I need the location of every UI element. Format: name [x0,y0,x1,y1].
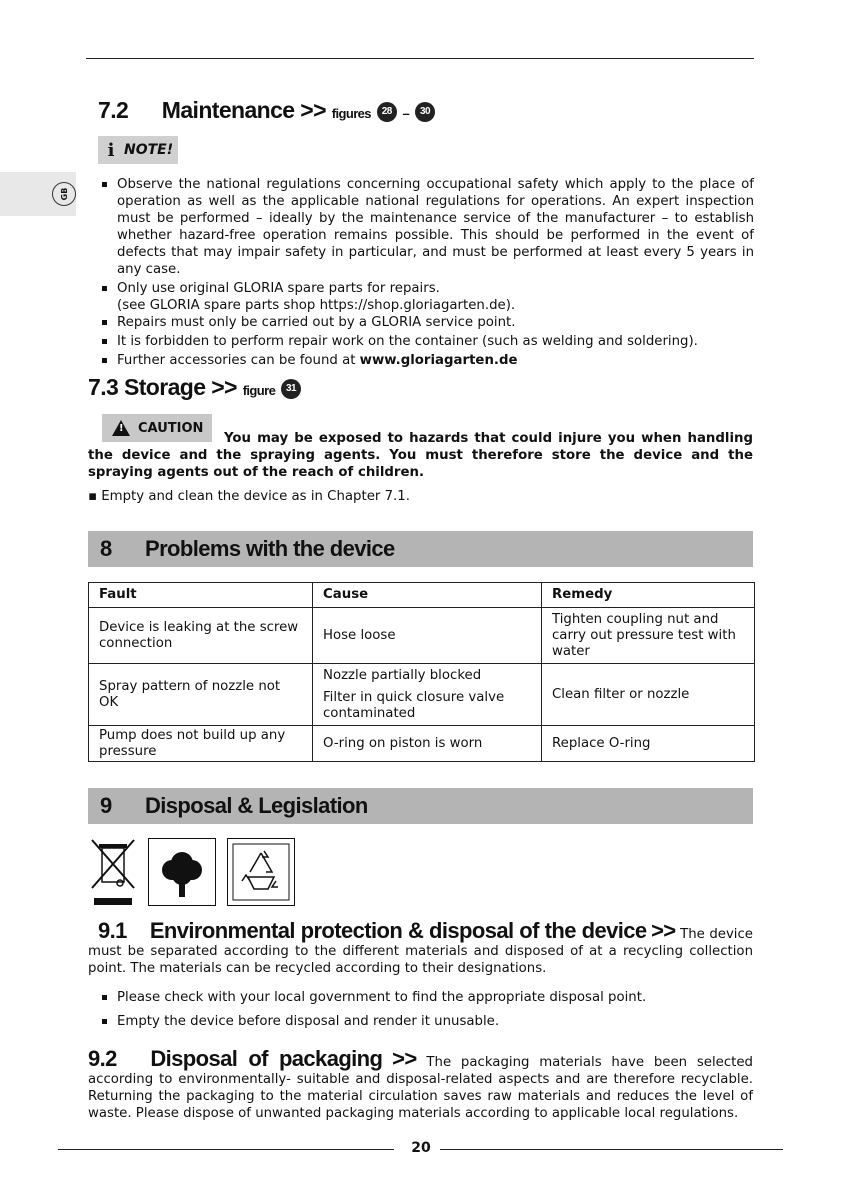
list-item: Please check with your local government to find the appropriate disposal point. [88,989,754,1006]
caution-text: You may be exposed to hazards that could injure you when handling the device and the spraying agents. You must therefore store the device and the spraying agents out of the reach of children. [88,431,753,480]
column-header: Remedy [542,583,755,608]
info-icon: i [107,139,115,161]
figure-badge: 31 [281,379,301,399]
footer-rule-left [58,1149,394,1150]
list-item: Empty the device before disposal and render it unusable. [88,1013,754,1030]
section-9-bar [88,788,753,824]
top-rule [86,58,754,59]
section-title: Maintenance [161,97,295,123]
section-9-2 [88,1046,753,1122]
list-item: Further accessories can be found at www.gloriagarten.de [88,352,754,369]
section-title: Disposal & Legislation [145,793,368,818]
section-number: 9.2 [88,1046,117,1071]
page-number: 20 [411,1140,431,1156]
table-row [89,608,755,664]
list-item: Repairs must only be carried out by a GLORIA service point. [88,314,754,331]
section-7-3-heading [88,374,301,401]
website-link[interactable]: www.gloriagarten.de [359,353,518,368]
arrows: >> [300,97,326,123]
arrows: >> [651,918,676,943]
troubleshooting-table [88,582,755,762]
table-row [89,664,755,726]
figure-badge: 28 [377,102,397,122]
section-9-1 [88,918,753,977]
list-item: It is forbidden to perform repair work on the container (such as welding and soldering). [88,333,754,350]
remedy-cell: Clean filter or nozzle [542,664,755,726]
disposal-list [88,989,754,1032]
figure-badge: 30 [415,102,435,122]
list-item: Only use original GLORIA spare parts for repairs. (see GLORIA spare parts shop https://shop.gloriagarten.de). [88,280,754,314]
cause-cell: O-ring on piston is worn [313,726,542,762]
section-number: 8 [100,536,112,561]
note-box [98,136,178,164]
arrows: >> [392,1046,417,1071]
section-number: 9.1 [98,918,127,943]
section-number: 7.3 [88,374,119,400]
section-title: Problems with the device [145,536,395,561]
section-text: The device must be separated according to the different materials and disposed of at a recycling collection point. The materials can be recycled according to their designations. [88,927,753,976]
arrows: >> [211,374,237,400]
section-title: Storage [123,374,206,400]
recycle-icon [227,838,295,906]
section-text: The packaging materials have been selected according to environmentally- suitable and disposal-related aspects and are therefore recyclable. Returning the packaging to the material circulation saves raw materials and reduces the level of waste. Please dispose of unwanted packaging materials according to applicable local regulations. [88,1055,753,1121]
table-header-row [89,583,755,608]
cause-cell: Nozzle partially blocked Filter in quick closure valve contaminated [313,664,542,726]
remedy-cell: Tighten coupling nut and carry out pressure test with water [542,608,755,664]
fault-cell: Device is leaking at the screw connection [89,608,313,664]
section-number: 7.2 [98,97,129,123]
list-item: Observe the national regulations concerning occupational safety which apply to the place of operation as well as the applicable national regulations for operations. An expert inspection must be performed – ideally by the maintenance service of the manufacturer – to establish whether hazard-free operation remains possible. This should be performed in the event of defects that may impair safety in particular, and must be performed at least every 5 years in any case. [88,176,754,278]
cause-cell: Hose loose [313,608,542,664]
figure-label: figure [242,383,276,398]
maintenance-list [88,176,754,371]
fault-cell: Spray pattern of nozzle not OK [89,664,313,726]
section-8-bar [88,531,753,567]
dash: – [402,106,410,121]
caution-label: CAUTION [138,420,204,436]
tree-icon [148,838,216,906]
column-header: Fault [89,583,313,608]
column-header: Cause [313,583,542,608]
footer-rule-right [440,1149,783,1150]
fault-cell: Pump does not build up any pressure [89,726,313,762]
section-title: Environmental protection & disposal of the device [149,918,647,943]
crossed-bin-icon [90,838,136,906]
section-7-2-heading [98,97,435,124]
section-number: 9 [100,793,112,818]
language-tab [0,172,76,216]
remedy-cell: Replace O-ring [542,726,755,762]
note-label: NOTE! [124,142,174,158]
storage-item: ▪ Empty and clean the device as in Chapter 7.1. [88,489,410,504]
section-title: Disposal of packaging [150,1046,383,1071]
language-label: GB [52,182,76,206]
figure-label: figures [331,106,371,121]
table-row [89,726,755,762]
